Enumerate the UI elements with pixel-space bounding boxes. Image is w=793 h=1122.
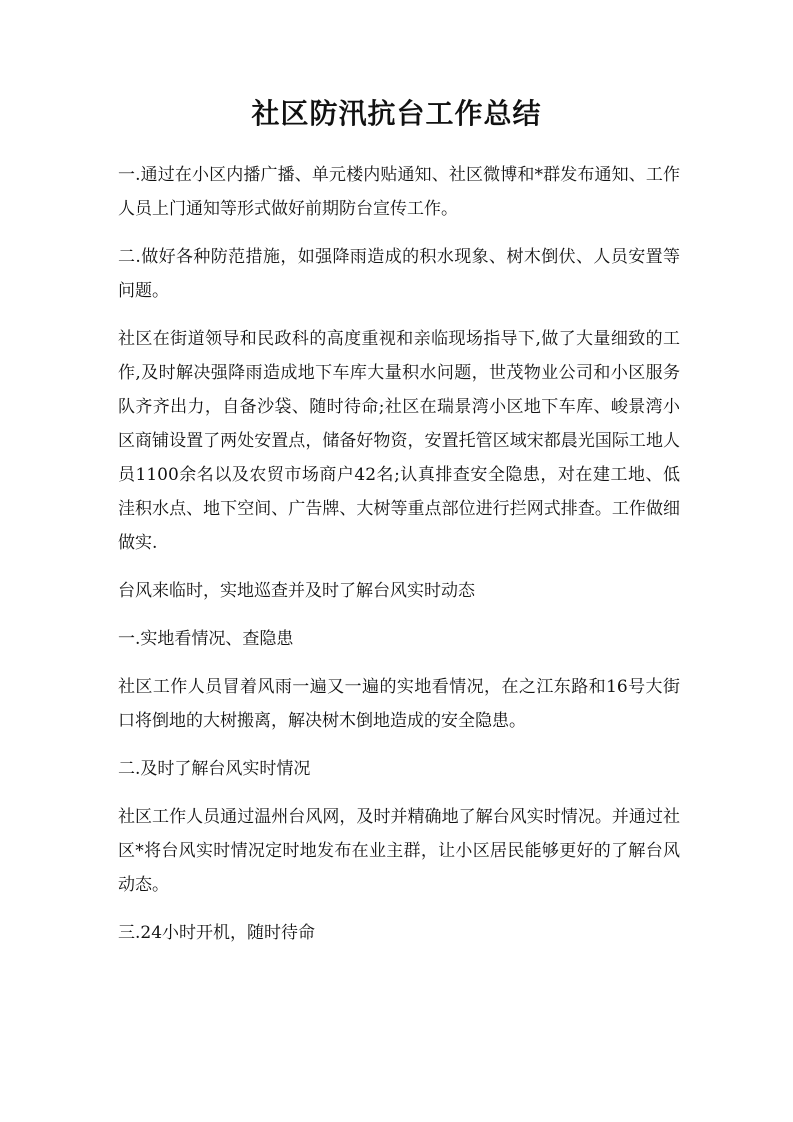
paragraph-community-work: 社区在街道领导和民政科的高度重视和亲临现场指导下,做了大量细致的工作,及时解决强降雨造成地下车库大量积水问题，世茂物业公司和小区服务队齐齐出力，自备沙袋、随时待命;社区在瑞景湾小区地下车库、峻景湾小区商铺设置了两处安置点，储备好物资，安置托管区域宋都晨光国际工地人员1100余名以及农贸市场商户42名;认真排查安全隐患，对在建工地、低洼积水点、地下空间、广告牌、大树等重点部位进行拦网式排查。工作做细做实.	[118, 329, 680, 553]
document-title: 社区防汛抗台工作总结	[251, 97, 542, 130]
paragraph-inspection-detail: 社区工作人员冒着风雨一遍又一遍的实地看情况，在之江东路和16号大街口将倒地的大树搬离，解决树木倒地造成的安全隐患。	[118, 677, 680, 731]
paragraph-realtime-heading: 二.及时了解台风实时情况	[118, 759, 311, 779]
paragraph-publicity: 一.通过在小区内播广播、单元楼内贴通知、社区微博和*群发布通知、工作人员上门通知等形式做好前期防台宣传工作。	[118, 165, 680, 219]
document-body	[118, 158, 680, 964]
paragraph-typhoon-arrival: 台风来临时，实地巡查并及时了解台风实时动态	[118, 581, 475, 601]
paragraph-inspection-heading: 一.实地看情况、查隐患	[118, 629, 294, 649]
paragraph-prevention-measures: 二.做好各种防范措施，如强降雨造成的积水现象、树木倒伏、人员安置等问题。	[118, 247, 680, 301]
paragraph-standby-heading: 三.24小时开机，随时待命	[118, 923, 316, 943]
paragraph-realtime-detail: 社区工作人员通过温州台风网，及时并精确地了解台风实时情况。并通过社区*将台风实时情况定时地发布在业主群，让小区居民能够更好的了解台风动态。	[118, 807, 680, 895]
